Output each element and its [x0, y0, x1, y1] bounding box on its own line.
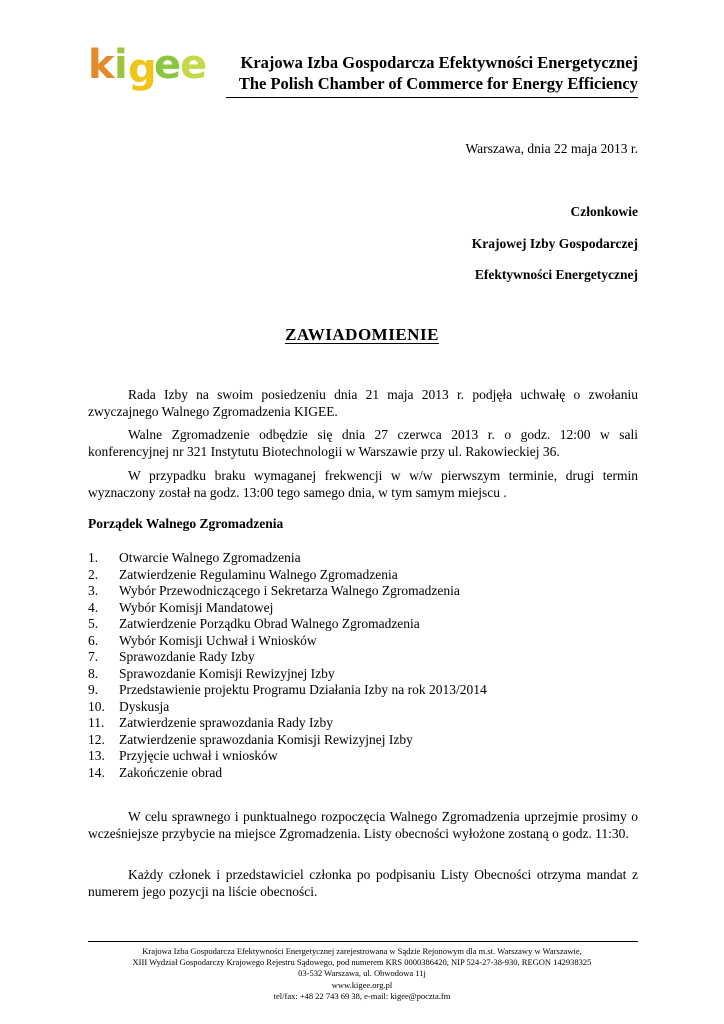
agenda-item: [88, 699, 487, 716]
date-line: Warszawa, dnia 22 maja 2013 r.: [465, 141, 638, 156]
addressee-block: [472, 204, 638, 299]
footer-krs-line: XIII Wydział Gospodarczy Krajowego Rejestru Sądowego, pod numerem KRS 0000386420, NIP 524-27-38-930, REGON 142938325: [132, 957, 592, 968]
agenda-item-number: 13.: [88, 748, 105, 763]
addressee-line-1: Członkowie: [570, 204, 638, 219]
footer-address: 03-532 Warszawa, ul. Obwodowa 11j: [298, 968, 426, 979]
paragraph-arrival-request: W celu sprawnego i punktualnego rozpoczęcia Walnego Zgromadzenia uprzejmie prosimy o wcześniejsze przybycie na miejsce Zgromadzenia. Listy obecności wyłożone zostaną o godz. 11:30.: [88, 809, 638, 841]
agenda-item-number: 2.: [88, 566, 99, 582]
logo-letter-g: g: [128, 46, 157, 92]
agenda-item: [88, 732, 487, 749]
addressee-line-3: Efektywności Energetycznej: [474, 267, 638, 282]
agenda-item: [88, 550, 487, 567]
header-divider: [226, 97, 638, 98]
paragraph-resolution: Rada Izby na swoim posiedzeniu dnia 21 maja 2013 r. podjęła uchwałę o zwołaniu zwyczajnego Walnego Zgromadzenia KIGEE.: [88, 387, 638, 419]
agenda-item-number: 4.: [88, 599, 99, 615]
agenda-item-text: Wybór Przewodniczącego i Sekretarza Walnego Zgromadzenia: [119, 583, 460, 598]
org-name-english: The Polish Chamber of Commerce for Energy Efficiency: [238, 74, 638, 93]
agenda-heading: Porządek Walnego Zgromadzenia: [88, 516, 284, 531]
logo-letter-e2: e: [180, 42, 208, 88]
agenda-item-number: 9.: [88, 682, 99, 697]
agenda-item-text: Zatwierdzenie Porządku Obrad Walnego Zgromadzenia: [119, 616, 420, 631]
agenda-item: [88, 715, 487, 732]
agenda-item-text: Wybór Komisji Uchwał i Wniosków: [119, 632, 317, 648]
footer-divider: [88, 941, 638, 942]
footer: [60, 946, 664, 1002]
agenda-item-number: 5.: [88, 616, 99, 631]
agenda-item-number: 1.: [88, 550, 99, 565]
agenda-item: [88, 682, 487, 699]
agenda-item: [88, 649, 487, 666]
agenda-item-text: Zatwierdzenie sprawozdania Komisji Rewizyjnej Izby: [119, 731, 413, 747]
agenda-item-text: Przyjęcie uchwał i wniosków: [119, 748, 278, 763]
paragraph-second-term: W przypadku braku wymaganej frekwencji w w/w pierwszym terminie, drugi termin wyznaczony został na godz. 13:00 tego samego dnia, w tym samym miejscu .: [88, 468, 638, 500]
agenda-item-text: Zatwierdzenie Regulaminu Walnego Zgromadzenia: [119, 566, 398, 582]
agenda-item: [88, 748, 487, 765]
agenda-item-number: 3.: [88, 583, 99, 598]
document-title: [0, 325, 724, 345]
footer-website: www.kigee.org.pl: [331, 979, 393, 990]
kigee-logo: [86, 38, 212, 98]
agenda-item-number: 12.: [88, 731, 105, 747]
agenda-item-text: Sprawozdanie Komisji Rewizyjnej Izby: [119, 665, 335, 681]
paragraph-meeting-details: Walne Zgromadzenie odbędzie się dnia 27 czerwca 2013 r. o godz. 12:00 w sali konferencyjnej nr 321 Instytutu Biotechnologii w Warszawie przy ul. Rakowieckiej 36.: [88, 427, 638, 459]
org-name-polish: Krajowa Izba Gospodarcza Efektywności Energetycznej: [240, 53, 638, 72]
document-title-text: ZAWIADOMIENIE: [285, 325, 439, 344]
logo-letter-k: k: [88, 42, 115, 88]
agenda-item-text: Przedstawienie projektu Programu Działania Izby na rok 2013/2014: [119, 682, 487, 697]
agenda-item: [88, 567, 487, 584]
agenda-item-text: Wybór Komisji Mandatowej: [119, 599, 274, 615]
agenda-item: [88, 583, 487, 600]
agenda-item-number: 14.: [88, 764, 105, 780]
agenda-item: [88, 666, 487, 683]
agenda-item-text: Zakończenie obrad: [119, 764, 223, 780]
agenda-item-number: 7.: [88, 649, 99, 664]
agenda-list: [88, 550, 487, 781]
agenda-item: [88, 633, 487, 650]
agenda-item-number: 11.: [88, 715, 105, 730]
agenda-item: [88, 616, 487, 633]
addressee-line-2: Krajowej Izby Gospodarczej: [471, 235, 638, 251]
logo-letter-i: i: [114, 42, 128, 88]
footer-registration-line: Krajowa Izba Gospodarcza Efektywności Energetycznej zarejestrowana w Sądzie Rejonowym dla m.st. Warszawy w Warszawie,: [142, 946, 582, 956]
paragraph-mandate: Każdy członek i przedstawiciel członka po podpisaniu Listy Obecności otrzyma mandat z numerem jego pozycji na liście obecności.: [88, 867, 638, 899]
organization-title: [226, 52, 638, 94]
footer-contact: tel/fax: +48 22 743 69 38, e-mail: kigee@poczta.fm: [273, 990, 451, 1001]
agenda-item-number: 8.: [88, 665, 99, 681]
agenda-item-number: 10.: [88, 698, 105, 714]
agenda-item-text: Otwarcie Walnego Zgromadzenia: [119, 550, 301, 565]
agenda-item-text: Zatwierdzenie sprawozdania Rady Izby: [119, 715, 334, 730]
agenda-item-text: Dyskusja: [119, 698, 170, 714]
logo-letter-e1: e: [154, 42, 182, 88]
agenda-item: [88, 765, 487, 782]
agenda-item-text: Sprawozdanie Rady Izby: [119, 649, 255, 664]
agenda-item: [88, 600, 487, 617]
logo-graphic: [86, 38, 212, 98]
agenda-item-number: 6.: [88, 632, 99, 648]
